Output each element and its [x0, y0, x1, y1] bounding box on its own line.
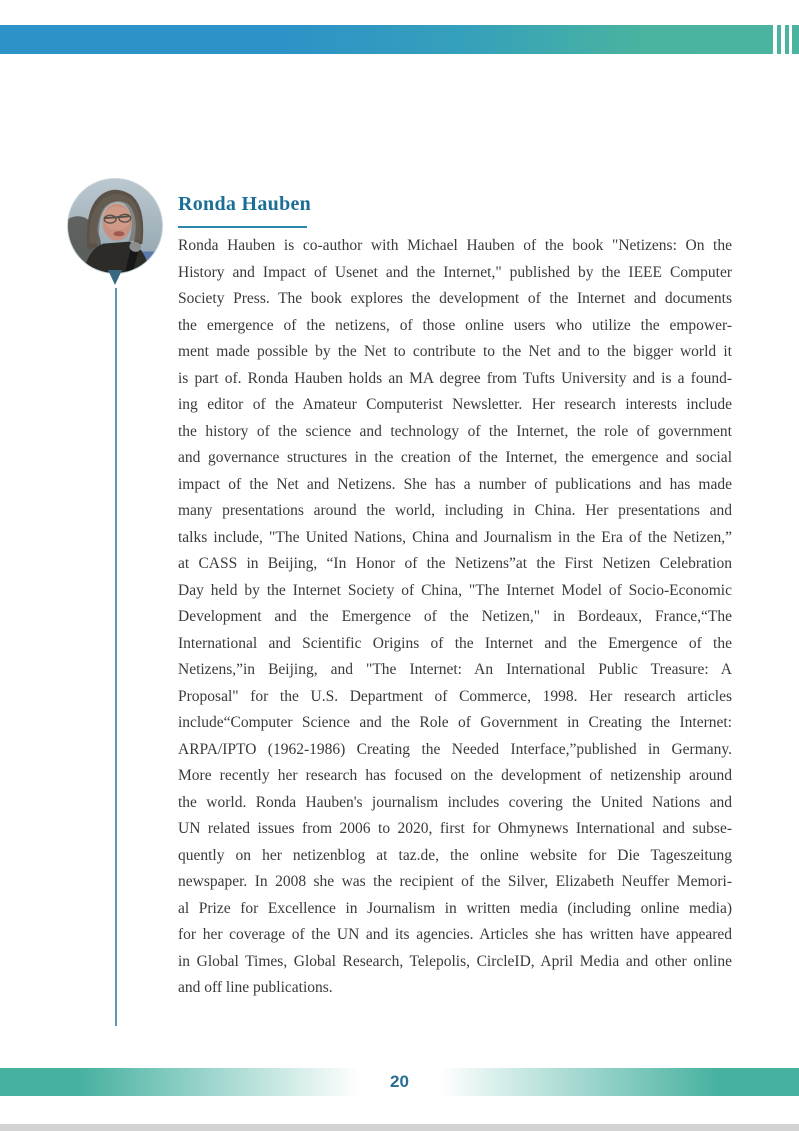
footer-bar: [0, 1068, 799, 1096]
bio-line: talks include, "The United Nations, China and Journalism in the Era of the Netizen,”: [178, 528, 732, 546]
vertical-rule: [115, 288, 117, 1026]
bio-line: Proposal" for the U.S. Department of Commerce, 1998. Her research articles: [178, 687, 732, 705]
bio-line: More recently her research has focused on the development of netizenship around: [178, 767, 732, 784]
bio-line: Ronda Hauben is co-author with Michael Hauben of the book "Netizens: On the: [178, 237, 732, 254]
bio-line: the history of the science and technology of the Internet, the role of government: [178, 422, 732, 440]
heading-underline: [178, 226, 307, 228]
bio-line: ing editor of the Amateur Computerist Newsletter. Her research interests include: [178, 396, 732, 413]
bio-line: newspaper. In 2008 she was the recipient of the Silver, Elizabeth Neuffer Memori-: [178, 873, 732, 890]
profile-photo: [67, 178, 163, 274]
bio-line: include“Computer Science and the Role of Government in Creating the Internet:: [178, 714, 732, 731]
bio-line: many presentations around the world, including in China. Her presentations and: [178, 502, 732, 519]
bio-line: International and Scientific Origins of the Internet and the Emergence of the: [178, 634, 732, 652]
page-number: 20: [390, 1072, 409, 1091]
bottom-strip: [0, 1124, 799, 1131]
bio-line: Netizens,”in Beijing, and "The Internet: An International Public Treasure: A: [178, 661, 732, 678]
bio-line: at CASS in Beijing, “In Honor of the Netizens”at the First Netizen Celebration: [178, 555, 732, 572]
bio-line: UN related issues from 2006 to 2020, first for Ohmynews International and subse-: [178, 820, 732, 837]
bio-line: in Global Times, Global Research, Telepolis, CircleID, April Media and other online: [178, 952, 732, 970]
bio-line: is part of. Ronda Hauben holds an MA degree from Tufts University and is a found-: [178, 369, 732, 387]
author-name-heading: Ronda Hauben: [178, 193, 312, 215]
bio-line: quently on her netizenblog at taz.de, the online website for Die Tageszeitung: [178, 846, 732, 864]
bio-line: and off line publications.: [178, 979, 333, 996]
bio-line: and governance structures in the creation of the Internet, the emergence and social: [178, 449, 732, 466]
portrait-image: [68, 179, 162, 273]
bio-line: History and Impact of Usenet and the Internet," published by the IEEE Computer: [178, 263, 732, 281]
bio-line: for her coverage of the UN and its agencies. Articles she has written have appeared: [178, 926, 732, 943]
bio-line: ment made possible by the Net to contribute to the Net and to the bigger world it: [178, 343, 732, 360]
bio-line: al Prize for Excellence in Journalism in written media (including online media): [178, 899, 732, 917]
header-bar-stripe: [773, 25, 777, 54]
bio-line: impact of the Net and Netizens. She has a number of publications and has made: [178, 475, 732, 493]
bio-line: the world. Ronda Hauben's journalism includes covering the United Nations and: [178, 793, 732, 811]
bio-line: ARPA/IPTO (1962-1986) Creating the Needed Interface,”published in Germany.: [178, 740, 732, 758]
bio-paragraph: [178, 233, 732, 1002]
bio-line: Society Press. The book explores the development of the Internet and documents: [178, 290, 732, 307]
header-bar: [0, 25, 799, 54]
header-bar-stripe: [789, 25, 792, 54]
photo-pointer-tail: [108, 270, 122, 285]
header-bar-stripe: [781, 25, 785, 54]
bio-line: Development and the Emergence of the Netizen," in Bordeaux, France,“The: [178, 608, 732, 625]
bio-line: the emergence of the netizens, of those online users who utilize the empower-: [178, 316, 732, 334]
bio-line: Day held by the Internet Society of China, "The Internet Model of Socio-Economic: [178, 581, 732, 599]
